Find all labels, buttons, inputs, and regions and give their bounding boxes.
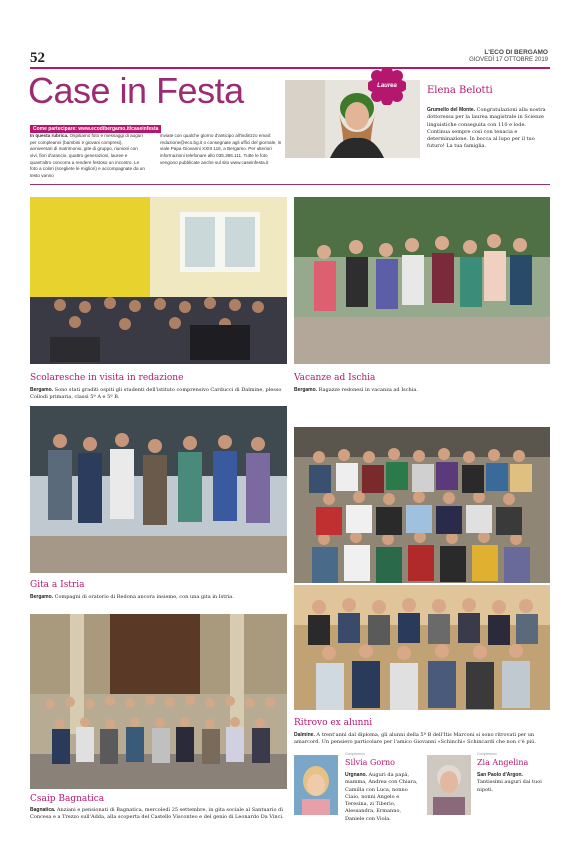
article-2-text — [294, 387, 550, 394]
article-4-body: Anziani e pensionati di Bagnatica, mercoledì 25 settembre, in gita sociale al Santuario di Concesa e a Trezzo sull'Adda, alla scoperta del Castello Visconteo e del genio di Leonardo Da Vinci. — [30, 807, 284, 821]
article-5-place: Dalmine. — [294, 732, 315, 738]
birthday-2-text — [477, 772, 550, 794]
article-2-place: Bergamo. — [294, 387, 318, 393]
birthday-2-label: Compleanno — [477, 752, 497, 756]
birthday-2-name: Zia Angelina — [477, 758, 529, 767]
article-3-title: Gita a Istria — [30, 580, 85, 590]
birthday-2-body: Tantissimi auguri dai tuoi nipoti. — [477, 779, 542, 793]
birthday-1-place: Urgnano. — [345, 772, 367, 778]
ischia-photo — [294, 197, 550, 364]
birthday-1-name: Silvia Gorno — [345, 758, 395, 767]
article-5-body: A trent'anni dal diploma, gli alunni della 5ª B dell'Itis Marconi si sono ritrovati per un amarcord. Un pensiero particolare per l'amico Giovanni «Schinchi» Schincardi che non c'è più. — [294, 732, 536, 746]
page-number: 52 — [30, 50, 45, 66]
article-1-place: Bergamo. — [30, 387, 54, 393]
reunion-old-photo — [294, 427, 550, 583]
howto-label: Come partecipare: www.ecodibergamo.it/caseinfesta — [30, 125, 161, 133]
section-title: Case in Festa — [28, 70, 244, 111]
howto-column-1 — [30, 133, 145, 180]
article-1-title: Scolaresche in visita in redazione — [30, 373, 184, 383]
article-3-text — [30, 594, 287, 601]
article-2-title: Vacanze ad Ischia — [294, 373, 376, 383]
laurea-badge-label: Laurea — [377, 83, 397, 89]
top-rule — [30, 67, 550, 69]
birthday-2-place: San Paolo d'Argon. — [477, 772, 523, 778]
article-2-body: Ragazze redonesi in vacanza ad Ischia. — [317, 387, 418, 393]
article-5-title: Ritrovo ex alunni — [294, 718, 373, 728]
masthead — [469, 49, 548, 65]
article-1-text — [30, 387, 287, 402]
header-rule — [30, 184, 550, 185]
graduation-text — [427, 107, 549, 151]
article-1-body: Sono stati graditi ospiti gli studenti dell'istituto comprensivo Carducci di Dalmine, plesso Collodi primaria, classi 5ª A e 5ª B. — [30, 387, 282, 401]
birthday-1-text — [345, 772, 421, 823]
howto-intro: In questa rubrica. — [30, 133, 69, 138]
howto-column-2: inviate con qualche giorno d'anticipo all'indirizzo email: redazione@eco.bg.it o consegnate agli uffici del giornale, in viale Papa Giovanni XXIII 118, a Bergamo. Per ulteriori informazioni telefonare allo 035.386.111. Tutte le foto vengono pubblicate anche sul sito www.caseinfesta.it — [160, 133, 282, 165]
publication-date: GIOVEDÌ 17 OTTOBRE 2019 — [469, 57, 548, 64]
birthday-1-body: Auguri da papà, mamma, Andrea con Chiara, Camilla con Luca, nonno Ciaio, nonni Angelo e Teresina, zi Tiberio, Alessandra, Ermanno, Daniele con Viola. — [345, 772, 418, 822]
graduate-name: Elena Belotti — [427, 85, 493, 96]
reunion-new-photo — [294, 585, 550, 710]
article-4-title: Csaip Bagnatica — [30, 794, 105, 804]
howto-text-1: Ospitiamo foto e messaggi di auguri per compleanni (bambini e giovani compresi), anniversari di matrimonio, gite di gruppo, riunioni con vivi, fiori d'arancio, quattro generazioni, lauree e quant'altro concorra a rendere festoso un incontro. Le foto a colori (scegliete le migliori) e accompagnate da un testo vanno — [30, 133, 145, 178]
silvia-photo — [294, 755, 338, 815]
istria-photo — [30, 406, 287, 573]
article-3-body: Compagni di oratorio di Redona ancora insieme, con una gita in Istria. — [53, 594, 234, 600]
angelina-photo — [427, 755, 471, 815]
article-3-place: Bergamo. — [30, 594, 54, 600]
article-5-text — [294, 732, 550, 747]
publication-name: L'ECO DI BERGAMO — [484, 49, 548, 56]
bagnatica-photo — [30, 614, 287, 789]
graduation-message: Congratulazioni alla nostra dottoressa per la laurea magistrale in Scienze linguistiche conseguita con 110 e lode. Continua sempre così con tenacia e determinazione. In bocca al lupo per il tuo futuro! La tua famiglia. — [427, 107, 546, 150]
classroom-photo — [30, 197, 287, 364]
birthday-1-label: Compleanno — [345, 752, 365, 756]
article-4-text — [30, 807, 287, 822]
article-4-place: Bagnatica. — [30, 807, 56, 813]
graduation-place: Grumello del Monte. — [427, 107, 476, 113]
